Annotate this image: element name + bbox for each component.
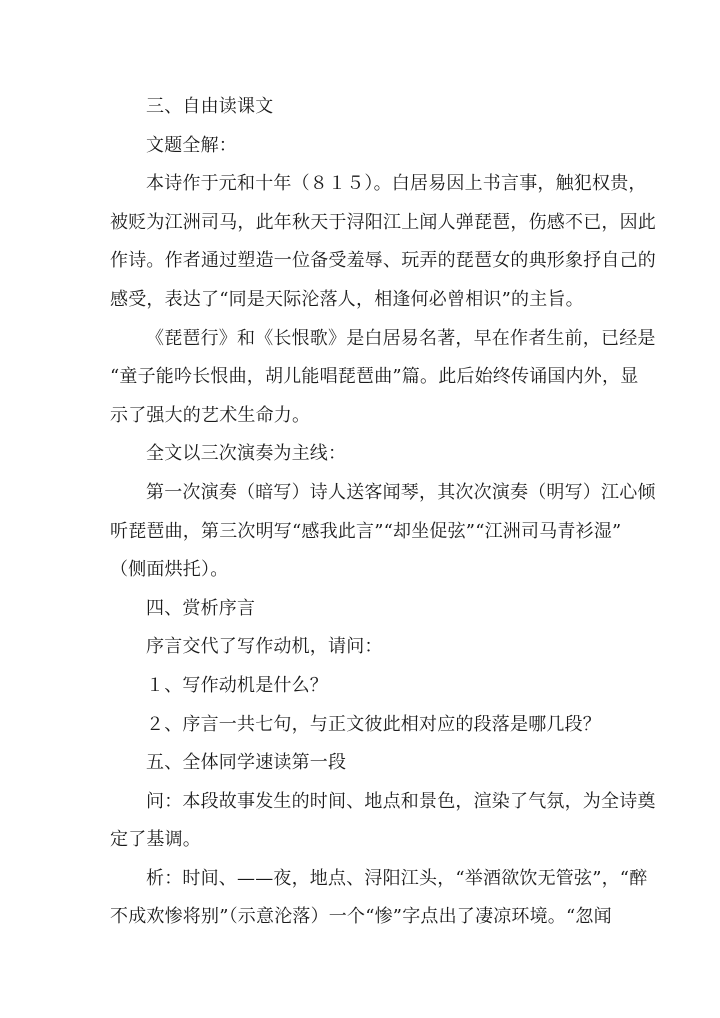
paragraph-line: 定了基调。 bbox=[110, 829, 201, 851]
paragraph-line: 全文以三次演奏为主线： bbox=[146, 443, 347, 465]
section-heading-5: 五、全体同学速读第一段 bbox=[146, 752, 347, 774]
paragraph-line: 第一次演奏（暗写）诗人送客闻琴，其次次演奏（明写）江心倾 bbox=[146, 481, 656, 503]
paragraph-line: 问：本段故事发生的时间、地点和景色，渲染了气氛，为全诗奠 bbox=[146, 790, 656, 812]
paragraph-line: 感受，表达了“同是天际沦落人，相逢何必曾相识”的主旨。 bbox=[110, 288, 584, 310]
paragraph-line: “童子能吟长恨曲，胡儿能唱琵琶曲”篇。此后始终传诵国内外，显 bbox=[110, 366, 639, 388]
section-heading-3: 三、自由读课文 bbox=[146, 96, 274, 117]
document-body bbox=[110, 88, 656, 937]
paragraph-line: 不成欢惨将别”（示意沦落）一个“惨”字点出了凄凉环境。“忽闻 bbox=[110, 906, 612, 928]
section-heading-4: 四、赏析序言 bbox=[146, 597, 256, 619]
paragraph-line: 析：时间、——夜，地点、浔阳江头，“举酒欲饮无管弦”，“醉 bbox=[146, 867, 648, 889]
paragraph-line: 示了强大的艺术生命力。 bbox=[110, 404, 311, 426]
paragraph-line: 本诗作于元和十年（８１５）。白居易因上书言事，触犯权贵， bbox=[146, 173, 647, 195]
paragraph-line: 作诗。作者通过塑造一位备受羞辱、玩弄的琵琶女的典形象抒自己的 bbox=[110, 250, 656, 272]
paragraph-line: 听琵琶曲，第三次明写“感我此言”“却坐促弦”“江洲司马青衫湿” bbox=[110, 520, 622, 542]
question-item-2: ２、序言一共七句，与正文彼此相对应的段落是哪几段？ bbox=[146, 713, 601, 735]
paragraph-line: （侧面烘托）。 bbox=[110, 559, 229, 581]
paragraph-line: 被贬为江洲司马，此年秋天于浔阳江上闻人弹琵琶，伤感不已，因此 bbox=[110, 211, 656, 233]
paragraph-line: 序言交代了写作动机，请问： bbox=[146, 636, 383, 658]
question-item-1: １、写作动机是什么？ bbox=[146, 674, 328, 696]
paragraph-line: 《琵琶行》和《长恨歌》是白居易名著，早在作者生前，已经是 bbox=[146, 327, 656, 349]
paragraph-label: 文题全解： bbox=[146, 134, 237, 156]
